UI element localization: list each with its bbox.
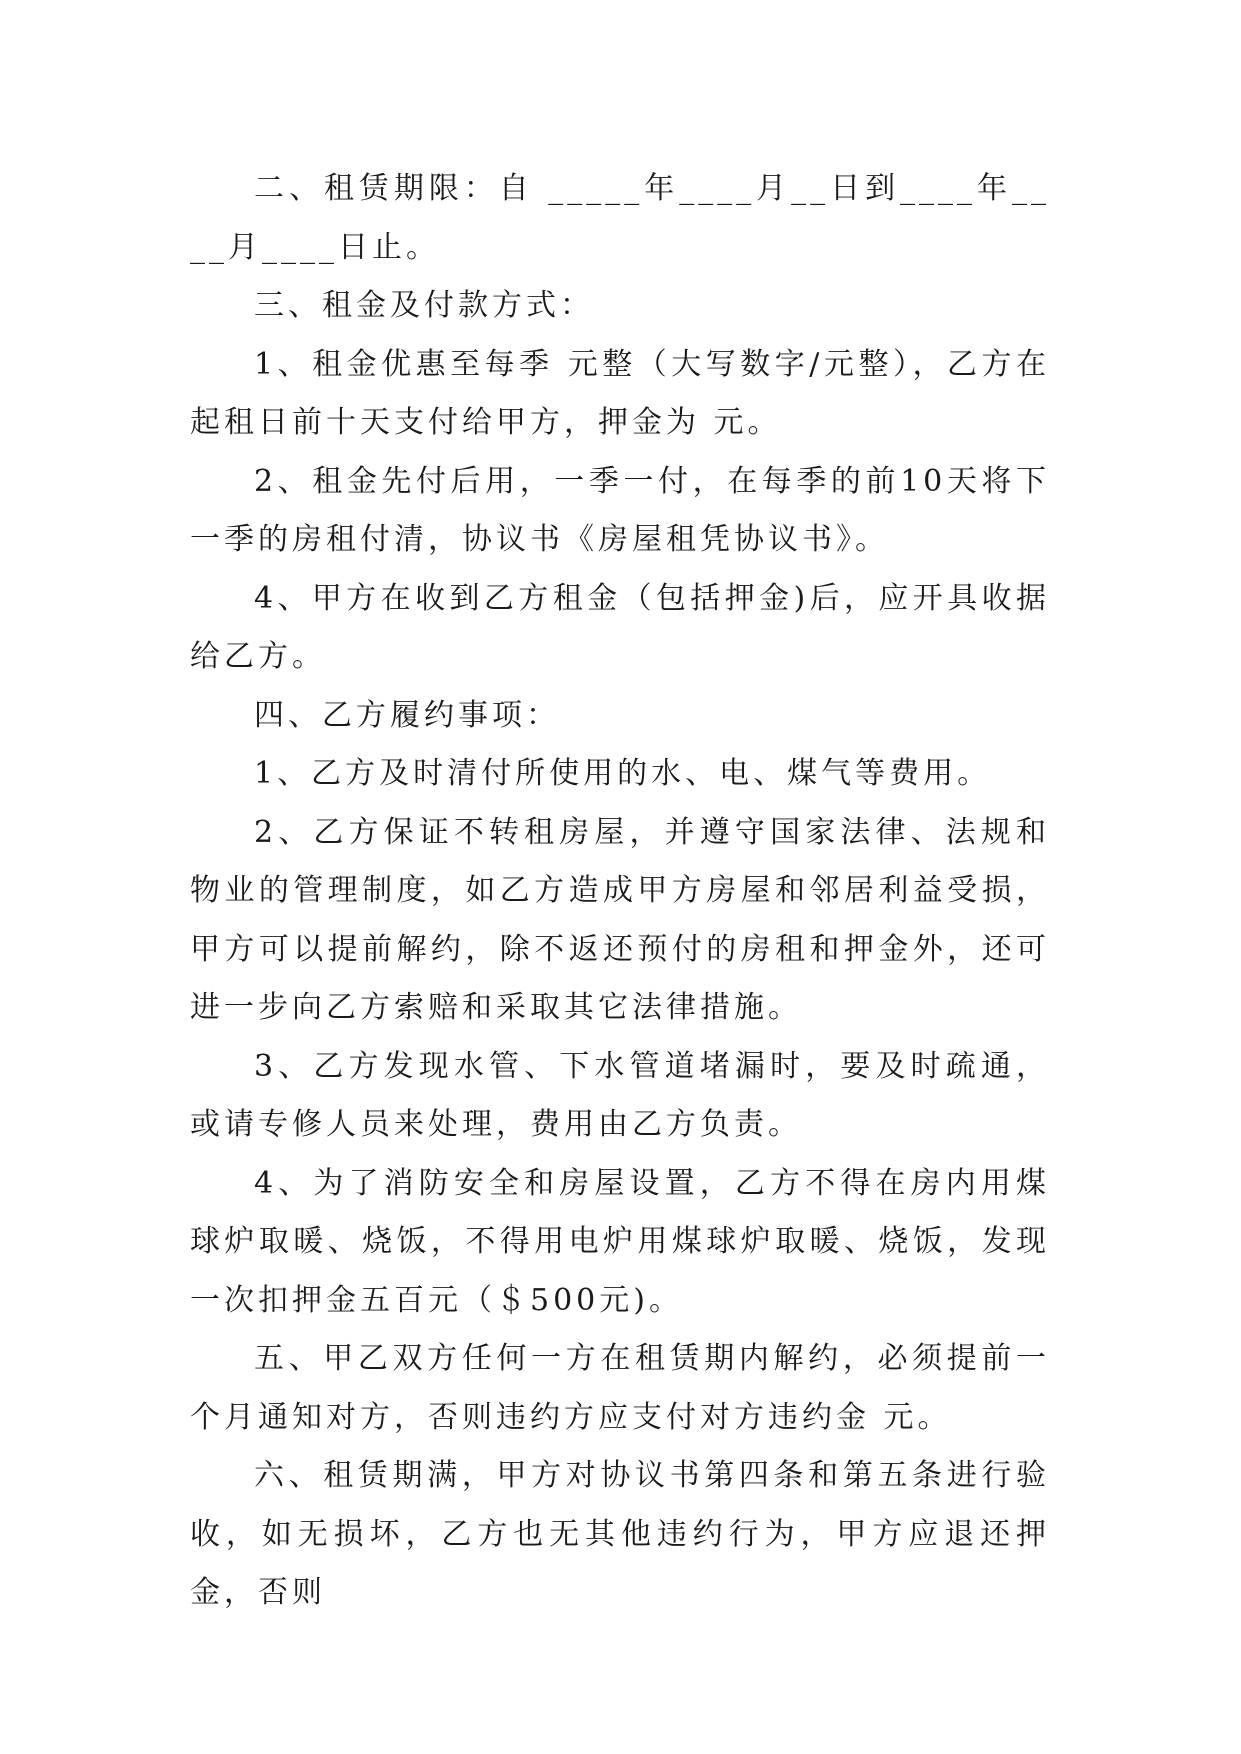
heading-rent-and-payment: 三、租金及付款方式：	[254, 288, 594, 323]
paragraph-no-sublet: 2、乙方保证不转租房屋，并遵守国家法律、法规和物业的管理制度，如乙方造成甲方房屋和邻居利益受损，甲方可以提前解约，除不返还预付的房租和押金外，还可进一步向乙方索赔和采取其它法律措施。	[190, 814, 1050, 1025]
heading-tenant-obligations: 四、乙方履约事项：	[254, 697, 560, 733]
paragraph-early-termination: 五、甲乙双方任何一方在租赁期内解约，必须提前一个月通知对方，否则违约方应支付对方违约金 元。	[190, 1341, 1050, 1435]
paragraph-lease-term: 二、租赁期限：自 _____年____月__日到____年____月____日止。	[190, 171, 1050, 265]
paragraph-lease-expiry: 六、租赁期满，甲方对协议书第四条和第五条进行验收，如无损坏，乙方也无其他违约行为，甲方应退还押金，否则	[190, 1458, 1050, 1610]
document-body	[190, 160, 1050, 1623]
paragraph-rent-prepay: 2、租金先付后用，一季一付，在每季的前10天将下一季的房租付清，协议书《房屋租凭协议书》。	[190, 463, 1050, 557]
paragraph-receipt: 4、甲方在收到乙方租金（包括押金)后，应开具收据给乙方。	[190, 580, 1050, 674]
paragraph-fire-safety: 4、为了消防安全和房屋设置，乙方不得在房内用煤球炉取暖、烧饭，不得用电炉用煤球炉取暖、烧饭，发现一次扣押金五百元（＄500元)。	[190, 1165, 1050, 1318]
paragraph-utilities: 1、乙方及时清付所使用的水、电、煤气等费用。	[254, 756, 992, 791]
paragraph-rent-amount: 1、租金优惠至每季 元整（大写数字/元整），乙方在起租日前十天支付给甲方，押金为 元。	[190, 346, 1050, 440]
paragraph-pipe-repair: 3、乙方发现水管、下水管道堵漏时，要及时疏通，或请专修人员来处理，费用由乙方负责。	[190, 1048, 1050, 1142]
